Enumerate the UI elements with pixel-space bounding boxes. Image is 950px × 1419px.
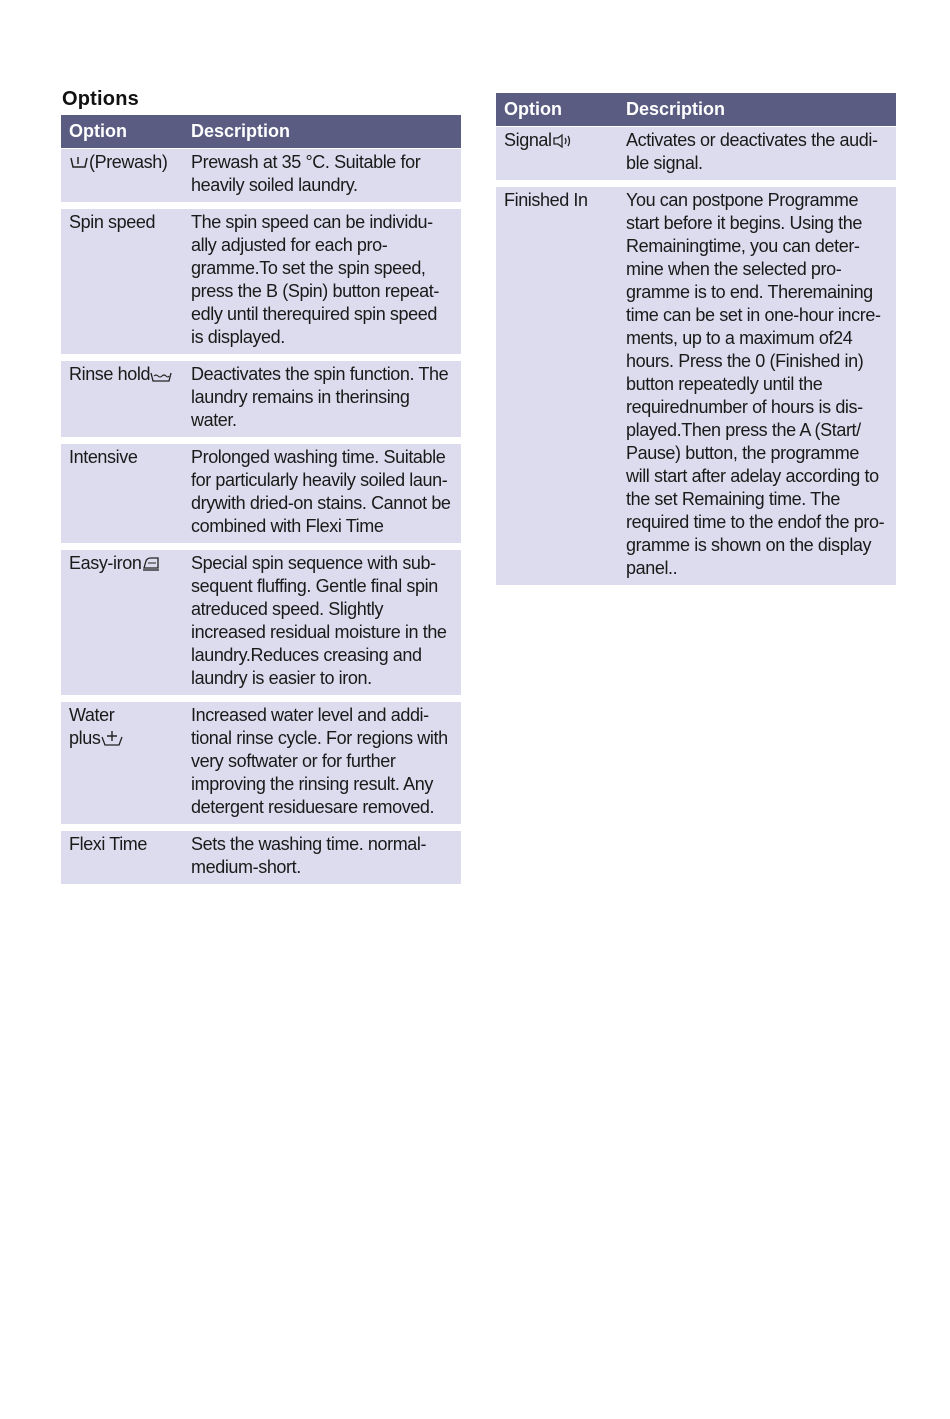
- option-cell: [61, 552, 183, 689]
- table-row-intensive: [61, 444, 461, 543]
- option-cell: [496, 129, 618, 174]
- description-cell: Special spin sequence with sub- sequent fluffing. Gentle final spin atreduced speed. Slightly increased residual moisture in the laundry.Reduces creasing and laundry is easier to iron.: [191, 553, 447, 688]
- option-label: Rinse hold: [69, 364, 151, 384]
- prewash-basin-icon: [69, 154, 89, 177]
- table-row-water-plus: [61, 702, 461, 824]
- description-cell: You can postpone Programme start before it begins. Using the Remainingtime, you can deter- mine when the selected pro- gramme is to end. Theremaining time can be set in one-hour incre- ments, up to a maximum of24 hours. Press the 0 (Finished in) button repeatedly until the requirednumber of hours is dis- played.Then press the A (Start/ Pause) button, the programme will start after adelay according to the set Remaining time. The required time to the endof the pro- gramme is shown on the display panel..: [626, 190, 885, 578]
- header-description: Description: [191, 121, 291, 141]
- table-row-finished-in: [496, 187, 896, 585]
- description-cell: The spin speed can be individu- ally adjusted for each pro- gramme.To set the spin speed, press the B (Spin) button repeat- edly until therequired spin speed is displayed.: [191, 212, 439, 347]
- table-row-prewash: [61, 149, 461, 202]
- description-cell: Prewash at 35 °C. Suitable for heavily soiled laundry.: [191, 152, 421, 195]
- table-row-rinse-hold: [61, 361, 461, 437]
- options-table-left: [61, 115, 461, 891]
- option-cell: [61, 363, 183, 431]
- option-label: Signal: [504, 130, 552, 150]
- description-cell: Prolonged washing time. Suitable for particularly heavily soiled laun- drywith dried-on stains. Cannot be combined with Flexi Time: [191, 447, 451, 536]
- option-label-line2: plus: [69, 728, 101, 748]
- option-label-line1: Water: [69, 705, 115, 725]
- header-option: Option: [504, 99, 562, 119]
- table-row-spin-speed: [61, 209, 461, 354]
- table-row-easy-iron: [61, 550, 461, 695]
- water-plus-icon: [100, 729, 124, 753]
- option-label: Spin speed: [69, 212, 156, 232]
- table-row-flexi-time: [61, 831, 461, 884]
- section-title: Options: [62, 88, 139, 110]
- iron-icon: [141, 555, 161, 578]
- rinse-hold-icon: [150, 366, 172, 389]
- option-label: (Prewash): [89, 152, 168, 172]
- option-label: Intensive: [69, 447, 138, 467]
- description-cell: Deactivates the spin function. The laundry remains in therinsing water.: [191, 364, 449, 430]
- description-cell: Sets the washing time. normal- medium-short.: [191, 834, 427, 877]
- options-table-right: [496, 93, 896, 592]
- table-row-signal: [496, 127, 896, 180]
- description-cell: Increased water level and addi- tional rinse cycle. For regions with very softwater or for further improving the rinsing result. Any detergent residuesare removed.: [191, 705, 448, 817]
- option-label: Easy-iron: [69, 553, 142, 573]
- header-option: Option: [69, 121, 127, 141]
- table-header: [61, 115, 461, 148]
- option-cell: [61, 704, 183, 818]
- header-description: Description: [626, 99, 726, 119]
- speaker-icon: [552, 132, 574, 155]
- option-label: Finished In: [504, 190, 588, 210]
- table-header: [496, 93, 896, 126]
- option-cell: [61, 151, 183, 196]
- option-label: Flexi Time: [69, 834, 148, 854]
- description-cell: Activates or deactivates the audi- ble signal.: [626, 130, 878, 173]
